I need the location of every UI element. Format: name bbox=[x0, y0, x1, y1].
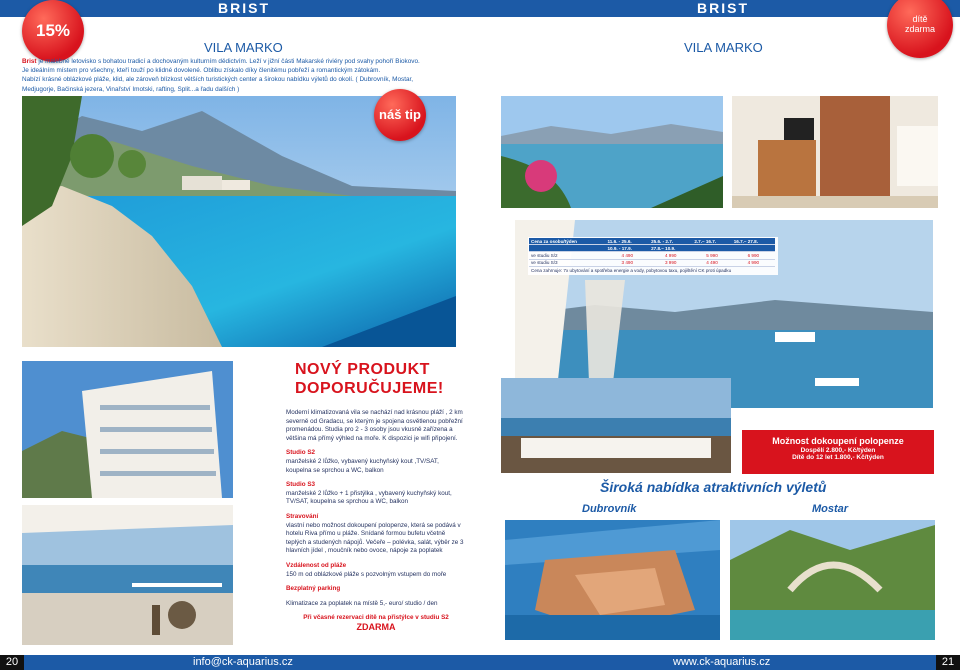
food-text: vlastní nebo možnost dokoupení polopenze, která se podává v hotelu Riva přímo u pláže. Snídaně formou bufetu včetně teplých a studených nápojů. Večeře – polévka, salát, výběr ze 3 hlavních jídel , moučník nebo ovoce, nápoje za poplatek bbox=[286, 521, 464, 555]
halfboard-box bbox=[742, 430, 934, 474]
studio-s2-text: manželské 2 lůžko, vybavený kuchyňský kout ,TV/SAT, koupelna se sprchou a WC, balkon bbox=[286, 457, 439, 474]
child-offer: Při včasné rezervaci dítě na přistýlce v studiu S2 bbox=[303, 614, 449, 622]
sea-view-photo bbox=[501, 96, 723, 208]
mostar-photo bbox=[730, 520, 935, 640]
brand-left: BRIST bbox=[218, 0, 270, 16]
title-right: VILA MARKO bbox=[684, 40, 763, 55]
trips-title: Široká nabídka atraktivních výletů bbox=[600, 479, 827, 495]
parking-title: Bezplatný parking bbox=[286, 585, 341, 593]
promo-line1: NOVÝ PRODUKT bbox=[295, 361, 430, 378]
footer-web-link[interactable]: www.ck-aquarius.cz bbox=[673, 656, 771, 668]
price-subheader-cell: 27.8.– 10.9. bbox=[649, 245, 692, 252]
page-number-left: 20 bbox=[0, 655, 24, 670]
price-subheader-cell bbox=[692, 245, 731, 252]
price-table-subheader bbox=[529, 245, 775, 252]
description-intro: Moderní klimatizovaná vila se nachází nad krásnou pláží , 2 km severně od Gradacu, se kterým je spojena osvětlenou pobřežní promenádou. Studia pro 2 - 3 osoby jsou vkusně zařízena a většina má přímý výhled na moře. K dispozici je wifi připojení. bbox=[286, 409, 463, 442]
intro-line4: Medjugorje, Bačinská jezera, Vinařství Imotski, rafting, Split...a řadu dalších ) bbox=[22, 85, 240, 93]
price-cell: 3 990 bbox=[649, 259, 692, 266]
price-header-cell: 2.7.– 16.7. bbox=[692, 238, 731, 245]
restaurant-photo bbox=[501, 378, 731, 473]
table-row bbox=[529, 259, 775, 266]
child-badge-line1: dítě bbox=[912, 14, 928, 24]
price-cell: 4 490 bbox=[692, 259, 731, 266]
price-note: Cena zahrnuje: 7x ubytování a spotřeba energie a vody, pobytovou taxu, pojištění CK proti úpadku bbox=[531, 267, 732, 273]
price-cell: 4 990 bbox=[732, 259, 775, 266]
price-cell: 6 990 bbox=[732, 252, 775, 259]
top-bar bbox=[0, 0, 960, 17]
price-subheader-cell bbox=[732, 245, 775, 252]
child-badge-line2: zdarma bbox=[904, 24, 935, 34]
halfboard-child: Dítě do 12 let 1.800,- Kč/týden bbox=[792, 454, 884, 461]
intro-line1: je malebné letovisko s bohatou tradicí a dochovaným kulturním dědictvím. Leží v jižní části Makarské riviéry pod svahy pohoří Biokovo. bbox=[36, 58, 420, 65]
row-label: ve studiu S/3 bbox=[529, 259, 605, 266]
brand-right: BRIST bbox=[697, 0, 749, 16]
footer-email-link[interactable]: info@ck-aquarius.cz bbox=[193, 656, 293, 668]
price-header-cell: 11.6. - 25.6. bbox=[605, 238, 649, 245]
food-title: Stravování bbox=[286, 512, 319, 520]
studio-s3-text: manželské 2 lůžko + 1 přistýlka , vybavený kuchyňský kout, TV/SAT, koupelna se sprchou a WC, balkon bbox=[286, 489, 452, 506]
beach-title: Vzdálenost od pláže bbox=[286, 561, 347, 569]
price-subheader-cell bbox=[529, 245, 605, 252]
price-table-box bbox=[528, 237, 778, 275]
promo-title bbox=[295, 360, 444, 398]
ac-text: Klimatizace za poplatek na místě 5,- euro/ studio / den bbox=[286, 599, 438, 607]
halfboard-adult: Dospělí 2.800,- Kč/týden bbox=[800, 447, 876, 454]
price-header-cell: 25.6. - 2.7. bbox=[649, 238, 692, 245]
price-cell: 3 490 bbox=[605, 259, 649, 266]
title-left: VILA MARKO bbox=[204, 40, 283, 55]
price-cell: 5 990 bbox=[692, 252, 731, 259]
description bbox=[286, 409, 466, 631]
discount-badge bbox=[22, 0, 84, 62]
price-table bbox=[529, 238, 775, 267]
child-offer-big: ZDARMA bbox=[356, 621, 396, 632]
discount-text: 15% bbox=[35, 21, 71, 40]
row-label: ve studiu S/2 bbox=[529, 252, 605, 259]
studio-s2-title: Studio S2 bbox=[286, 449, 316, 457]
intro-brist: Brist bbox=[22, 58, 37, 65]
studio-s3-title: Studio S3 bbox=[286, 481, 316, 489]
intro-line3: Nabízí krásné oblázkové pláže, klid, ale zároveň blízkost větších turistických center a širokou nabídku výletů do okolí. ( Dubrovník, Mostar, bbox=[22, 76, 414, 84]
page-number-right: 21 bbox=[936, 655, 960, 670]
promo-line2: DOPORUČUJEME! bbox=[295, 380, 444, 397]
price-header-cell: 16.7.– 27.8. bbox=[732, 238, 775, 245]
footer-bar bbox=[0, 655, 960, 670]
tip-badge bbox=[374, 89, 426, 141]
beach-text: 150 m od oblázkové pláže s pozvolným vstupem do moře bbox=[286, 570, 447, 578]
villa-building-photo bbox=[22, 361, 233, 498]
dubrovnik-photo bbox=[505, 520, 720, 640]
price-cell: 4 990 bbox=[649, 252, 692, 259]
tip-text: náš tip bbox=[379, 107, 421, 122]
halfboard-title: Možnost dokoupení polopenze bbox=[772, 436, 904, 446]
trip-dubrovnik: Dubrovník bbox=[582, 503, 637, 515]
price-cell: 4 490 bbox=[605, 252, 649, 259]
trip-mostar: Mostar bbox=[812, 503, 849, 515]
price-header-cell: Cena za osobu/týden bbox=[529, 238, 605, 245]
balcony-photo bbox=[22, 505, 233, 645]
child-free-badge bbox=[887, 0, 953, 58]
price-subheader-cell: 10.9. - 17.9. bbox=[605, 245, 649, 252]
intro-line2: Je ideálním místem pro všechny, kteří touží po klidné dovolené. Oblibu získalo díky členitému pobřeží a romantickým zátokám. bbox=[22, 67, 381, 75]
interior-photo bbox=[732, 96, 938, 208]
table-row bbox=[529, 252, 775, 259]
price-table-header bbox=[529, 238, 775, 245]
